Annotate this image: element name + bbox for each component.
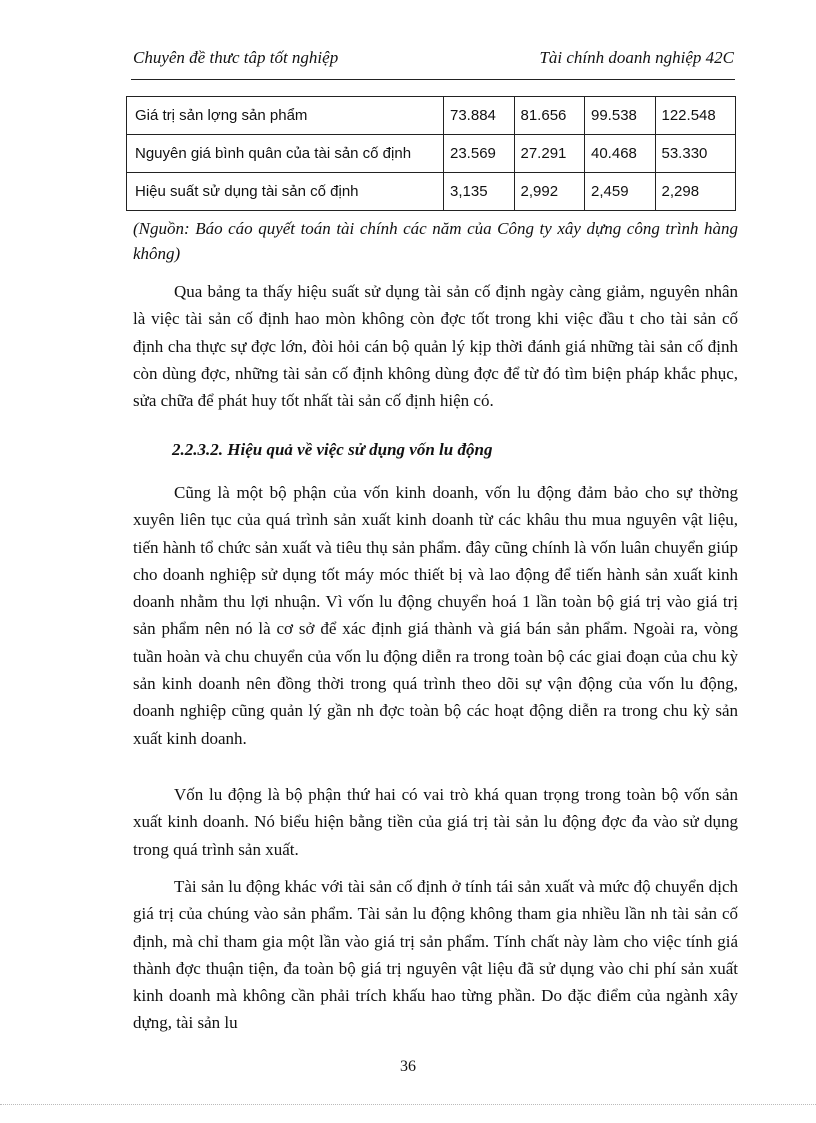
row-label: Nguyên giá bình quân của tài sản cố định	[127, 135, 444, 173]
paragraph-3: Vốn lu động là bộ phận thứ hai có vai trò khá quan trọng trong toàn bộ vốn sản xuất kinh doanh. Nó biểu hiện bằng tiền của giá trị tài sản lu động đợc đa vào sử dụng trong quá trình sản xuất.	[133, 785, 738, 859]
header-rule	[131, 79, 735, 80]
page-number: 36	[400, 1058, 416, 1075]
table-cell: 73.884	[444, 97, 515, 135]
table-cell: 99.538	[585, 97, 656, 135]
table-cell: 2,298	[655, 173, 736, 211]
table-cell: 2,992	[514, 173, 585, 211]
footer-rule	[0, 1104, 816, 1105]
row-label: Giá trị sản lợng sản phẩm	[127, 97, 444, 135]
table-row	[127, 97, 736, 135]
table-cell: 81.656	[514, 97, 585, 135]
table-row	[127, 173, 736, 211]
paragraph-2: Cũng là một bộ phận của vốn kinh doanh, vốn lu động đảm bảo cho sự thờng xuyên liên tục của quá trình sản xuất kinh doanh từ các khâu thu mua nguyên vật liệu, tiến hành tổ chức sản xuất và tiêu thụ sản phẩm. đây cũng chính là vốn luân chuyển giúp cho doanh nghiệp sử dụng tốt máy móc thiết bị và lao động để tiến hành sản xuất kinh doanh nhằm thu lợi nhuận. Vì vốn lu động chuyển hoá 1 lần toàn bộ giá trị vào giá trị sản phẩm nên nó là cơ sở để xác định giá thành và giá bán sản phẩm. Ngoài ra, vòng tuần hoàn và chu chuyển của vốn lu động diễn ra trong toàn bộ các giai đoạn của chu kỳ sản kinh doanh nên đồng thời trong quá trình theo dõi sự vận động của vốn lu động, doanh nghiệp cũng quản lý gần nh đợc toàn bộ các hoạt động diễn ra trong chu kỳ sản xuất kinh doanh.	[133, 483, 738, 748]
paragraph-4: Tài sản lu động khác với tài sản cố định ở tính tái sản xuất và mức độ chuyển dịch giá trị của chúng vào sản phẩm. Tài sản lu động không tham gia nhiều lần nh tài sản cố định, mà chỉ tham gia một lần vào giá trị sản phẩm. Tính chất này làm cho việc tính giá thành đợc thuận tiện, đa toàn bộ giá trị nguyên vật liệu đã sử dụng vào chi phí sản xuất kinh doanh mà không cần phải trích khấu hao từng phần. Do đặc điểm của ngành xây dựng, tài sản lu	[133, 877, 738, 1033]
asset-efficiency-table	[126, 96, 736, 211]
table-cell: 2,459	[585, 173, 656, 211]
table-cell: 27.291	[514, 135, 585, 173]
paragraph-1: Qua bảng ta thấy hiệu suất sử dụng tài sản cố định ngày càng giảm, nguyên nhân là việc tài sản cố định hao mòn không còn đợc tốt trong khi việc đầu t cho tài sản cố định cha thực sự đợc lớn, đòi hỏi cán bộ quản lý kịp thời đánh giá những tài sản cố định còn dùng đợc, những tài sản cố định không dùng đợc để từ đó tìm biện pháp khắc phục, sửa chữa để phát huy tốt nhất tài sản cố định hiện có.	[133, 282, 738, 411]
source-note: (Nguồn: Báo cáo quyết toán tài chính các năm của Công ty xây dựng công trình hàng không)	[133, 219, 738, 263]
table-cell: 53.330	[655, 135, 736, 173]
table-cell: 23.569	[444, 135, 515, 173]
table-row	[127, 135, 736, 173]
header-left: Chuyên đề thưc tâp tốt nghiệp	[133, 48, 339, 67]
table-cell: 40.468	[585, 135, 656, 173]
table-cell: 122.548	[655, 97, 736, 135]
header-right: Tài chính doanh nghiệp 42C	[539, 48, 734, 67]
table-cell: 3,135	[444, 173, 515, 211]
row-label: Hiệu suất sử dụng tài sản cố định	[127, 173, 444, 211]
section-heading: 2.2.3.2. Hiệu quả về việc sử dụng vốn lu động	[172, 440, 493, 459]
